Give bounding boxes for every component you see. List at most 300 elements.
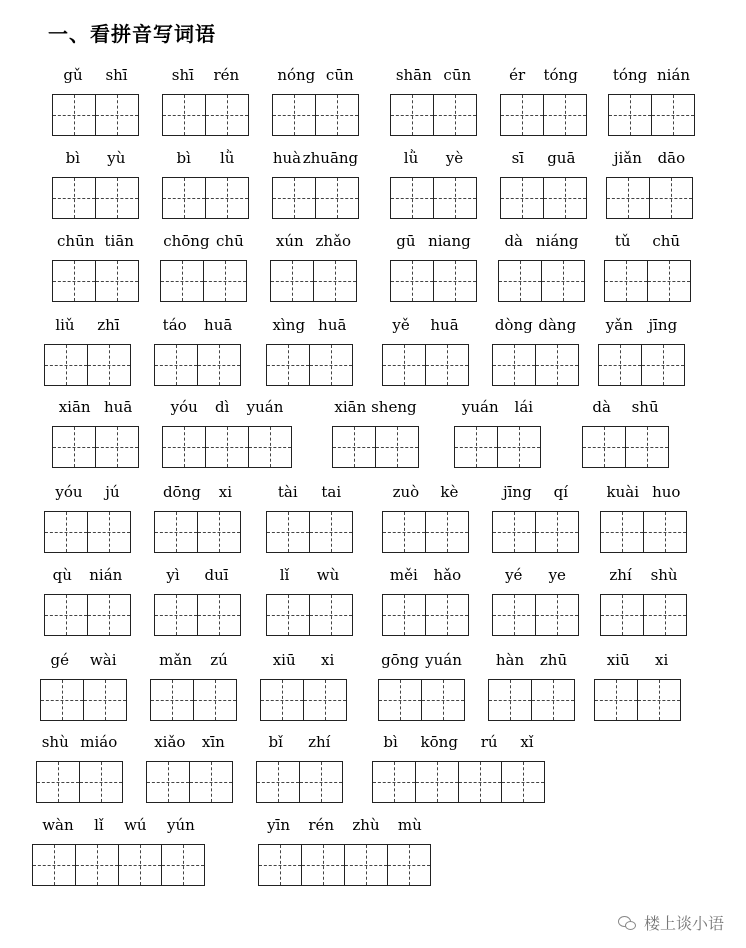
pinyin-syllable: shù (650, 566, 678, 584)
pinyin-line (454, 398, 541, 418)
pinyin-syllable: dòng (494, 316, 533, 334)
tianzige-cell[interactable] (52, 426, 96, 468)
tianzige-cell[interactable] (205, 177, 249, 219)
tianzige-cell[interactable] (433, 94, 477, 136)
writing-boxes (32, 844, 204, 886)
pinyin-syllable: jīng (648, 316, 678, 334)
pinyin-syllable: yuán (461, 398, 499, 416)
pinyin-syllable: ye (548, 566, 566, 584)
word-item (256, 733, 343, 803)
word-item (52, 149, 139, 219)
pinyin-syllable: jīng (502, 483, 532, 501)
tianzige-cell[interactable] (313, 260, 357, 302)
tianzige-cell[interactable] (608, 94, 652, 136)
pinyin-line (44, 483, 131, 503)
pinyin-line (372, 733, 545, 753)
pinyin-syllable: shī (105, 66, 128, 84)
tianzige-cell[interactable] (535, 594, 579, 636)
tianzige-cell[interactable] (205, 94, 249, 136)
pinyin-syllable: yé (505, 566, 523, 584)
watermark (618, 911, 724, 934)
tianzige-cell[interactable] (309, 511, 353, 553)
pinyin-line (146, 733, 233, 753)
word-item (44, 483, 131, 553)
tianzige-cell[interactable] (498, 260, 542, 302)
pinyin-syllable: wù (316, 566, 340, 584)
tianzige-cell[interactable] (52, 177, 96, 219)
word-item (492, 316, 579, 386)
pinyin-syllable: zú (210, 651, 228, 669)
pinyin-line (598, 316, 685, 336)
tianzige-cell[interactable] (651, 94, 695, 136)
writing-boxes (608, 94, 694, 136)
tianzige-cell[interactable] (40, 679, 84, 721)
pinyin-syllable: niang (428, 232, 471, 250)
pinyin-syllable: jiǎn (613, 149, 642, 167)
writing-boxes (266, 594, 352, 636)
tianzige-cell[interactable] (197, 344, 241, 386)
tianzige-cell[interactable] (315, 177, 359, 219)
writing-boxes (266, 344, 352, 386)
tianzige-cell[interactable] (162, 426, 206, 468)
tianzige-cell[interactable] (309, 344, 353, 386)
word-item (272, 149, 359, 219)
tianzige-cell[interactable] (387, 844, 431, 886)
tianzige-cell[interactable] (83, 679, 127, 721)
pinyin-line (492, 316, 579, 336)
tianzige-cell[interactable] (425, 344, 469, 386)
tianzige-cell[interactable] (332, 426, 376, 468)
pinyin-line (162, 149, 249, 169)
writing-boxes (44, 511, 130, 553)
tianzige-cell[interactable] (372, 761, 416, 803)
tianzige-cell[interactable] (582, 426, 626, 468)
writing-boxes (52, 260, 138, 302)
tianzige-cell[interactable] (382, 344, 426, 386)
tianzige-cell[interactable] (52, 94, 96, 136)
pinyin-line (36, 733, 123, 753)
pinyin-syllable: zhī (97, 316, 120, 334)
tianzige-cell[interactable] (492, 594, 536, 636)
pinyin-syllable: lǜ (403, 149, 419, 167)
pinyin-syllable: nóng (277, 66, 316, 84)
pinyin-syllable: tóng (543, 66, 578, 84)
tianzige-cell[interactable] (458, 761, 502, 803)
tianzige-cell[interactable] (454, 426, 498, 468)
tianzige-cell[interactable] (382, 594, 426, 636)
tianzige-cell[interactable] (492, 344, 536, 386)
pinyin-line (266, 566, 353, 586)
word-item (32, 816, 205, 886)
writing-boxes (382, 511, 468, 553)
writing-boxes (492, 344, 578, 386)
word-item (608, 66, 695, 136)
pinyin-syllable: bì (176, 149, 191, 167)
pinyin-syllable: qù (52, 566, 72, 584)
writing-boxes (500, 94, 586, 136)
tianzige-cell[interactable] (154, 344, 198, 386)
writing-boxes (270, 260, 356, 302)
tianzige-cell[interactable] (500, 177, 544, 219)
tianzige-cell[interactable] (150, 679, 194, 721)
tianzige-cell[interactable] (44, 511, 88, 553)
writing-boxes (154, 594, 240, 636)
pinyin-syllable: nián (89, 566, 123, 584)
pinyin-syllable: yè (445, 149, 464, 167)
pinyin-syllable: kōng (420, 733, 458, 751)
tianzige-cell[interactable] (95, 426, 139, 468)
pinyin-syllable: xiū (606, 651, 630, 669)
writing-boxes (594, 679, 680, 721)
pinyin-line (154, 316, 241, 336)
tianzige-cell[interactable] (75, 844, 119, 886)
word-item (492, 566, 579, 636)
pinyin-syllable: gé (50, 651, 69, 669)
tianzige-cell[interactable] (303, 679, 347, 721)
section-heading: 一、看拼音写词语 (48, 22, 216, 46)
word-item (154, 316, 241, 386)
pinyin-line (378, 651, 465, 671)
pinyin-syllable: xi (321, 651, 335, 669)
pinyin-line (272, 66, 359, 86)
tianzige-cell[interactable] (272, 94, 316, 136)
pinyin-line (40, 651, 127, 671)
pinyin-line (270, 232, 357, 252)
tianzige-cell[interactable] (535, 344, 579, 386)
tianzige-cell[interactable] (433, 260, 477, 302)
word-item (272, 66, 359, 136)
word-item (44, 316, 131, 386)
pinyin-syllable: shī (171, 66, 194, 84)
tianzige-cell[interactable] (161, 844, 205, 886)
pinyin-syllable: yún (166, 816, 195, 834)
pinyin-syllable: yuán (246, 398, 284, 416)
word-item (154, 566, 241, 636)
tianzige-cell[interactable] (415, 761, 459, 803)
tianzige-cell[interactable] (36, 761, 80, 803)
word-item (52, 232, 139, 302)
pinyin-line (594, 651, 681, 671)
tianzige-cell[interactable] (87, 594, 131, 636)
writing-boxes (260, 679, 346, 721)
word-item (500, 66, 587, 136)
pinyin-line (52, 149, 139, 169)
pinyin-syllable: huo (652, 483, 681, 501)
pinyin-syllable: shū (631, 398, 659, 416)
tianzige-cell[interactable] (641, 344, 685, 386)
tianzige-cell[interactable] (535, 511, 579, 553)
pinyin-syllable: huà (272, 149, 302, 167)
pinyin-line (390, 66, 477, 86)
tianzige-cell[interactable] (197, 594, 241, 636)
writing-boxes (52, 426, 138, 468)
tianzige-cell[interactable] (500, 94, 544, 136)
word-item (372, 733, 545, 803)
tianzige-cell[interactable] (203, 260, 247, 302)
pinyin-syllable: xi (655, 651, 669, 669)
writing-boxes (162, 94, 248, 136)
tianzige-cell[interactable] (95, 94, 139, 136)
writing-boxes (160, 260, 246, 302)
writing-boxes (372, 761, 544, 803)
pinyin-syllable: dà (504, 232, 523, 250)
pinyin-syllable: xiū (272, 651, 296, 669)
writing-boxes (488, 679, 574, 721)
writing-boxes (606, 177, 692, 219)
word-item (390, 232, 477, 302)
word-item (162, 149, 249, 219)
word-item (266, 316, 353, 386)
tianzige-cell[interactable] (118, 844, 162, 886)
tianzige-cell[interactable] (643, 511, 687, 553)
writing-boxes (266, 511, 352, 553)
tianzige-cell[interactable] (52, 260, 96, 302)
tianzige-cell[interactable] (309, 594, 353, 636)
pinyin-syllable: jú (105, 483, 120, 501)
writing-boxes (498, 260, 584, 302)
tianzige-cell[interactable] (425, 594, 469, 636)
pinyin-syllable: duī (204, 566, 229, 584)
tianzige-cell[interactable] (625, 426, 669, 468)
writing-boxes (582, 426, 668, 468)
pinyin-line (52, 66, 139, 86)
pinyin-line (150, 651, 237, 671)
pinyin-syllable: zhí (609, 566, 632, 584)
tianzige-cell[interactable] (162, 94, 206, 136)
pinyin-syllable: miáo (80, 733, 118, 751)
pinyin-syllable: nián (657, 66, 691, 84)
pinyin-line (160, 232, 247, 252)
tianzige-cell[interactable] (598, 344, 642, 386)
pinyin-line (52, 398, 139, 418)
pinyin-syllable: yì (166, 566, 180, 584)
tianzige-cell[interactable] (390, 94, 434, 136)
writing-boxes (44, 594, 130, 636)
pinyin-line (272, 149, 359, 169)
tianzige-cell[interactable] (44, 594, 88, 636)
tianzige-cell[interactable] (256, 761, 300, 803)
pinyin-syllable: rén (213, 66, 240, 84)
tianzige-cell[interactable] (390, 260, 434, 302)
pinyin-syllable: chū (216, 232, 244, 250)
pinyin-line (162, 398, 292, 418)
pinyin-line (332, 398, 419, 418)
tianzige-cell[interactable] (193, 679, 237, 721)
tianzige-cell[interactable] (531, 679, 575, 721)
pinyin-line (44, 566, 131, 586)
tianzige-cell[interactable] (421, 679, 465, 721)
tianzige-cell[interactable] (79, 761, 123, 803)
tianzige-cell[interactable] (162, 177, 206, 219)
tianzige-cell[interactable] (266, 344, 310, 386)
pinyin-syllable: xiān (334, 398, 367, 416)
tianzige-cell[interactable] (266, 594, 310, 636)
tianzige-cell[interactable] (643, 594, 687, 636)
pinyin-line (498, 232, 585, 252)
tianzige-cell[interactable] (600, 511, 644, 553)
pinyin-syllable: lǐ (279, 566, 290, 584)
word-item (606, 149, 693, 219)
tianzige-cell[interactable] (649, 177, 693, 219)
pinyin-syllable: chōng (163, 232, 210, 250)
tianzige-cell[interactable] (594, 679, 638, 721)
pinyin-syllable: zhù (352, 816, 380, 834)
pinyin-syllable: gǔ (63, 66, 83, 84)
pinyin-line (162, 66, 249, 86)
tianzige-cell[interactable] (541, 260, 585, 302)
tianzige-cell[interactable] (382, 511, 426, 553)
word-item (258, 816, 431, 886)
tianzige-cell[interactable] (425, 511, 469, 553)
writing-boxes (390, 260, 476, 302)
writing-boxes (382, 344, 468, 386)
tianzige-cell[interactable] (543, 94, 587, 136)
tianzige-cell[interactable] (95, 177, 139, 219)
pinyin-line (500, 149, 587, 169)
writing-boxes (150, 679, 236, 721)
tianzige-cell[interactable] (260, 679, 304, 721)
tianzige-cell[interactable] (390, 177, 434, 219)
pinyin-syllable: tai (321, 483, 342, 501)
pinyin-syllable: lǐ (94, 816, 104, 834)
pinyin-syllable: rú (480, 733, 498, 751)
pinyin-syllable: dàng (538, 316, 577, 334)
tianzige-cell[interactable] (543, 177, 587, 219)
pinyin-syllable: hǎo (433, 566, 462, 584)
tianzige-cell[interactable] (87, 511, 131, 553)
writing-boxes (256, 761, 342, 803)
word-item (52, 398, 139, 468)
pinyin-syllable: yǎn (605, 316, 633, 334)
word-item (52, 66, 139, 136)
pinyin-syllable: mù (397, 816, 422, 834)
writing-boxes (52, 94, 138, 136)
pinyin-syllable: huā (104, 398, 133, 416)
pinyin-syllable: dōng (162, 483, 201, 501)
word-item (390, 149, 477, 219)
pinyin-syllable: tiān (104, 232, 134, 250)
tianzige-cell[interactable] (87, 344, 131, 386)
word-item (36, 733, 123, 803)
word-item (454, 398, 541, 468)
pinyin-syllable: zhū (539, 651, 568, 669)
pinyin-syllable: cūn (443, 66, 472, 84)
tianzige-cell[interactable] (154, 594, 198, 636)
tianzige-cell[interactable] (378, 679, 422, 721)
tianzige-cell[interactable] (501, 761, 545, 803)
tianzige-cell[interactable] (637, 679, 681, 721)
pinyin-syllable: yuán (425, 651, 462, 669)
tianzige-cell[interactable] (258, 844, 302, 886)
pinyin-syllable: xi (218, 483, 233, 501)
word-item (604, 232, 691, 302)
pinyin-syllable: bì (383, 733, 398, 751)
tianzige-cell[interactable] (197, 511, 241, 553)
tianzige-cell[interactable] (600, 594, 644, 636)
pinyin-syllable: hàn (495, 651, 525, 669)
pinyin-syllable: yīn (267, 816, 291, 834)
tianzige-cell[interactable] (497, 426, 541, 468)
writing-boxes (500, 177, 586, 219)
tianzige-cell[interactable] (44, 344, 88, 386)
tianzige-cell[interactable] (299, 761, 343, 803)
pinyin-syllable: gū (396, 232, 416, 250)
word-item (600, 483, 687, 553)
writing-boxes (390, 177, 476, 219)
pinyin-syllable: tóng (612, 66, 648, 84)
pinyin-line (608, 66, 695, 86)
tianzige-cell[interactable] (606, 177, 650, 219)
pinyin-syllable: yóu (170, 398, 198, 416)
pinyin-line (600, 566, 687, 586)
tianzige-cell[interactable] (205, 426, 249, 468)
word-item (154, 483, 241, 553)
tianzige-cell[interactable] (146, 761, 190, 803)
pinyin-syllable: wài (89, 651, 117, 669)
tianzige-cell[interactable] (301, 844, 345, 886)
word-item (382, 566, 469, 636)
writing-boxes (272, 94, 358, 136)
tianzige-cell[interactable] (32, 844, 76, 886)
pinyin-syllable: xún (275, 232, 304, 250)
tianzige-cell[interactable] (375, 426, 419, 468)
tianzige-cell[interactable] (272, 177, 316, 219)
pinyin-syllable: sheng (371, 398, 417, 416)
pinyin-syllable: huā (204, 316, 233, 334)
pinyin-syllable: zhuāng (302, 149, 359, 167)
pinyin-syllable: xìng (272, 316, 306, 334)
pinyin-syllable: liǔ (55, 316, 75, 334)
tianzige-cell[interactable] (154, 511, 198, 553)
pinyin-syllable: rén (308, 816, 335, 834)
word-item (382, 316, 469, 386)
tianzige-cell[interactable] (266, 511, 310, 553)
pinyin-line (52, 232, 139, 252)
tianzige-cell[interactable] (604, 260, 648, 302)
tianzige-cell[interactable] (315, 94, 359, 136)
tianzige-cell[interactable] (647, 260, 691, 302)
pinyin-line (260, 651, 347, 671)
pinyin-syllable: sī (511, 149, 525, 167)
writing-boxes (52, 177, 138, 219)
pinyin-line (44, 316, 131, 336)
writing-boxes (600, 594, 686, 636)
pinyin-syllable: yù (107, 149, 126, 167)
tianzige-cell[interactable] (248, 426, 292, 468)
pinyin-syllable: kuài (606, 483, 640, 501)
writing-boxes (382, 594, 468, 636)
writing-boxes (598, 344, 684, 386)
word-item (266, 566, 353, 636)
wechat-icon (618, 916, 636, 930)
tianzige-cell[interactable] (433, 177, 477, 219)
writing-boxes (332, 426, 418, 468)
tianzige-cell[interactable] (160, 260, 204, 302)
writing-boxes (492, 511, 578, 553)
tianzige-cell[interactable] (492, 511, 536, 553)
writing-boxes (272, 177, 358, 219)
pinyin-syllable: huā (318, 316, 347, 334)
pinyin-line (390, 232, 477, 252)
word-item (488, 651, 575, 721)
pinyin-syllable: dì (215, 398, 230, 416)
tianzige-cell[interactable] (189, 761, 233, 803)
tianzige-cell[interactable] (344, 844, 388, 886)
tianzige-cell[interactable] (488, 679, 532, 721)
tianzige-cell[interactable] (270, 260, 314, 302)
tianzige-cell[interactable] (95, 260, 139, 302)
pinyin-syllable: chū (652, 232, 681, 250)
